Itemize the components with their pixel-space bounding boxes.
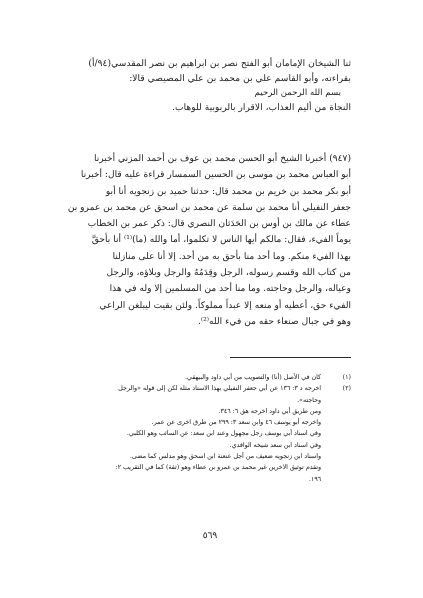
body-line: (٩٤٧) أخبرنا الشيخ أبو الحسن محمد بن عوف بن أحمد المزني أخبرنا: [93, 154, 351, 164]
footnote-line: وفي اسناد ابن سعد شيخه الواقدي.: [229, 441, 321, 449]
body-line: أبو العباس محمد بن موسى بن الحسين السمسار قراءة عليه قال: أخبرنا: [80, 170, 351, 181]
footnote-line: وفي اسناد أبي يوسف رجل مجهول وعند ابن سعد: عن السائب وهو الكلبي.: [126, 430, 321, 438]
footnote-line: وحاجته».: [297, 396, 321, 404]
header-line: ثنا الشيخان الإمامان أبو الفتح نصر بن ابراهيم بن نصر المقدسي(٩٤/أ): [88, 58, 351, 69]
footnote-2: [75, 383, 351, 485]
body-line: الفيء حق، أعطيه أو منعه إلا عبداً مملوكاً. ولئن بقيت ليبلغن الراعي: [99, 300, 351, 311]
footnote-number: (١): [342, 374, 351, 381]
hadith-text: [67, 151, 351, 330]
body-line: جعفر النفيلي أنا محمد بن سلمة عن محمد بن اسحق عن محمد بن عمرو بن: [67, 202, 351, 213]
page-number: ٥٦٩: [202, 531, 218, 541]
body-line: يوماً الفيء، فقال: مالكم أيها الناس لا تكلموا، أما والله (ما)⁽¹⁾ أنا بأحقَّ: [91, 235, 351, 246]
header-line: النجاة من أليم العذاب، الاقرار بالربوبية للوهاب.: [172, 101, 351, 113]
footnote-line: ومن طريق أبي داود اخرجه هق ٦: ٣٤٦.: [218, 407, 321, 415]
footnote-line: وتقدم توثيق الاخرين غير محمد بن عمرو بن عطاء وهو (ثقة) كما في التقريب ٢:: [115, 464, 321, 472]
footnote-number: (٢): [342, 385, 351, 393]
body-line: بهذا الفيء منكم. وما أحد منا بأحق به من أحد. إلا أنا على منازلنا: [112, 251, 351, 262]
body-line: وهو في جبال صنعاء حقه من فيء الله⁽²⁾.: [198, 316, 351, 327]
footnotes: [75, 372, 351, 485]
footnote-line: واخرجه أبو يوسف ٤٦ وابن سعد ٣: ٢٩٩ من طرق اخرى عن عمر.: [151, 419, 321, 427]
body-line: أبو بكر محمد بن خريم بن محمد قال: حدثنا حميد بن زنجويه أنا أبو: [105, 186, 351, 197]
body-line: عطاء عن مالك بن أوس بن الحَدَثان النصري قال: ذكر عمر بن الخطاب: [87, 219, 351, 230]
footnote-line: ١٩٦.: [308, 475, 321, 483]
section-header: [88, 57, 351, 115]
footnote-line: كان في الأصل (أنا) والتصويب من أبي داود والبيهقي.: [184, 374, 321, 381]
footnote-line: واسناد ابن زنجويه ضعيف من أجل عنعنة ابن اسحق وهو مدلس كما مضى.: [129, 453, 321, 461]
footnote-1: [75, 372, 351, 383]
header-line: بقراءته، وأبو القاسم علي بن محمد بن علي المصيصي قالا:: [129, 72, 351, 84]
footnote-separator: [230, 357, 351, 358]
body-line: من كتاب الله وقسم رسوله، الرجل وقِدَمُهُ والرجل وبلاؤه، والرجل: [106, 268, 351, 279]
basmala-line: بسم الله الرحمن الرحيم: [254, 88, 341, 99]
footnote-line: اخرجه د ٣: ١٣٦ عن أبي جعفر النفيلي بهذا الاسناد مثله لكن إلى قوله «والرجل: [118, 385, 321, 393]
body-line: وعياله، والرجل وحاجته. وما منا أحد من المسلمين إلا وله في هذا: [109, 284, 351, 295]
